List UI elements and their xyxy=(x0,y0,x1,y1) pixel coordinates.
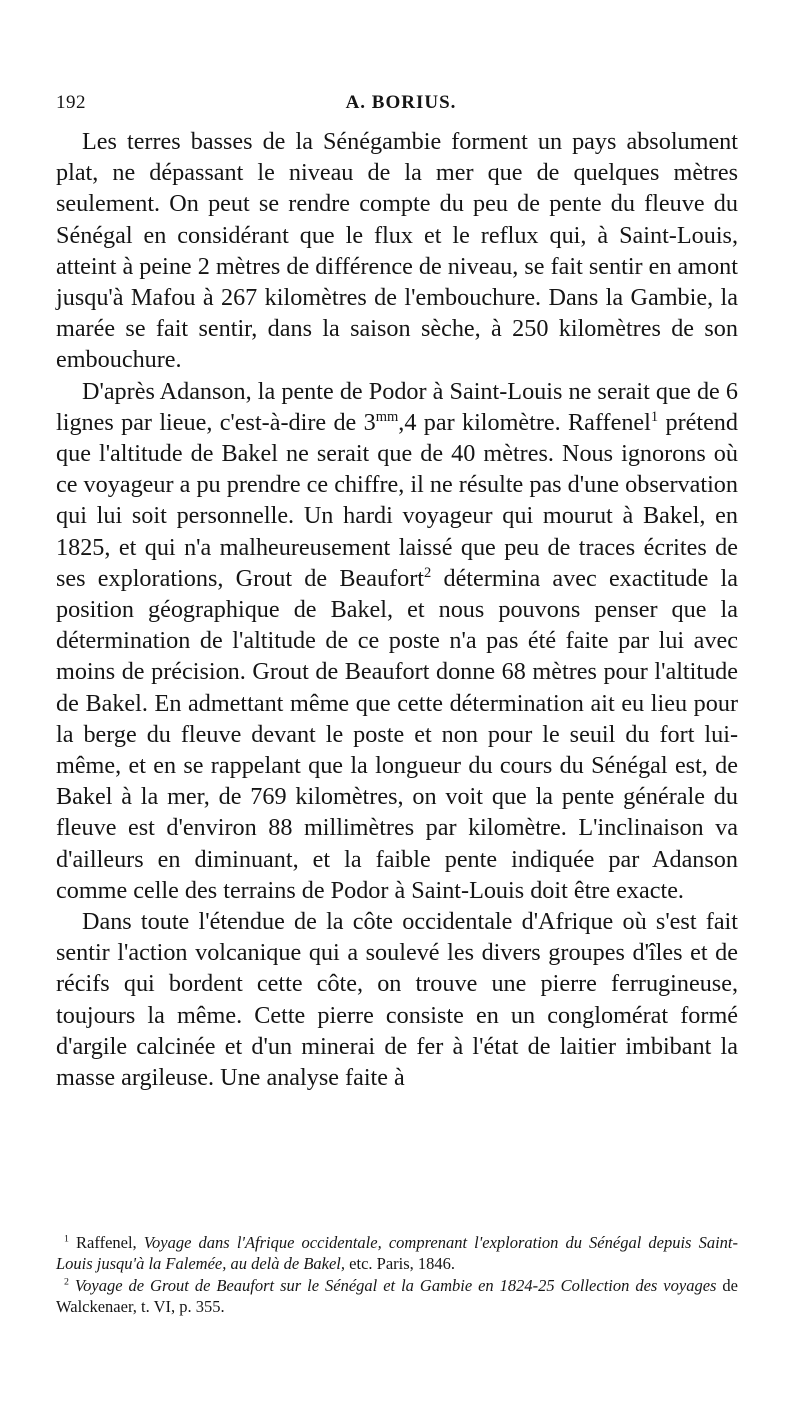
footnote-1-rest: etc. Paris, 1846. xyxy=(345,1253,456,1273)
footnotes xyxy=(56,1233,738,1319)
footnote-1-title: Voyage dans l'Afrique occidentale, comprenant l'exploration du Sénégal depuis Saint-Louis jusqu'à la Falemée, au delà de Bakel, xyxy=(56,1233,738,1273)
paragraph-3: Dans toute l'étendue de la côte occidentale d'Afrique où s'est fait sentir l'action volcanique qui a soulevé les divers groupes d'îles et de récifs qui bordent cette côte, on trouve une pierre ferrugineuse, toujours la même. Cette pierre consiste en un conglomérat formé d'argile calcinée et d'un minerai de fer à l'état de laitier imbibant la masse argileuse. Une analyse faite à xyxy=(56,908,738,1092)
running-head: A. BORIUS. xyxy=(345,92,457,113)
footnote-1-mark: 1 xyxy=(64,1233,69,1245)
paragraph-2 xyxy=(56,376,738,906)
footnote-2 xyxy=(56,1276,738,1317)
footnote-2-rest: de Walckenaer, t. VI, p. 355. xyxy=(56,1276,738,1316)
paragraph-1: Les terres basses de la Sénégambie forment un pays absolument plat, ne dépassant le niveau de la mer que de quelques mètres seulement. On peut se rendre compte du peu de pente du fleuve du Sénégal en considérant que le flux et le reflux qui, à Saint-Louis, atteint à peine 2 mètres de différence de niveau, se fait sentir en amont jusqu'à Mafou à 267 kilomètres de l'embouchure. Dans la Gambie, la marée se fait sentir, dans la saison sèche, à 250 kilomètres de son embouchure. xyxy=(56,128,738,374)
footnote-2-title: Voyage de Grout de Beaufort sur le Sénégal et la Gambie en 1824-25 xyxy=(74,1276,555,1295)
paragraph-2-part-a: D'après Adanson, la pente de Podor à Saint-Louis ne serait que de 6 lignes par lieue, c'est-à-dire de 3 xyxy=(56,377,738,436)
footnote-ref-1: 1 xyxy=(650,408,659,425)
footnote-1-author: Raffenel, xyxy=(76,1233,144,1252)
body-text xyxy=(56,126,738,1093)
page-header xyxy=(56,92,746,122)
paragraph-2-part-c: prétend que l'altitude de Bakel ne serait que de 40 mètres. Nous ignorons où ce voyageur a pu prendre ce chiffre, il ne résulte pas d'une observation qui lui soit personnelle. Un hardi voyageur qui mourut à Bakel, en 1825, et qui n'a malheureusement laissé que peu de traces écrites de ses explorations, Grout de Beaufort xyxy=(56,408,738,592)
millimeter-superscript: mm xyxy=(375,408,399,425)
footnote-2-mark: 2 xyxy=(64,1276,69,1288)
footnote-ref-2: 2 xyxy=(423,564,432,581)
footnote-2-collection: Collection des voyages xyxy=(554,1276,717,1295)
page-number: 192 xyxy=(56,92,86,113)
footnote-1 xyxy=(56,1233,738,1274)
paragraph-2-part-b: ,4 par kilomètre. Raffenel xyxy=(398,408,651,436)
paragraph-2-part-d: détermina avec exactitude la position géographique de Bakel, et nous pouvons penser que la détermination de l'altitude de ce poste n'a pas été faite par lui avec moins de précision. Grout de Beaufort donne 68 mètres pour l'altitude de Bakel. En admettant même que cette détermination ait eu lieu pour la berge du fleuve devant le poste et non pour le seuil du fort lui-même, et en se rappelant que la longueur du cours du Sénégal est, de Bakel à la mer, de 769 kilomètres, on voit que la pente générale du fleuve est d'environ 88 millimètres par kilomètre. L'inclinaison va d'ailleurs en diminuant, et la faible pente indiquée par Adanson comme celle des terrains de Podor à Saint-Louis doit être exacte. xyxy=(56,564,739,904)
